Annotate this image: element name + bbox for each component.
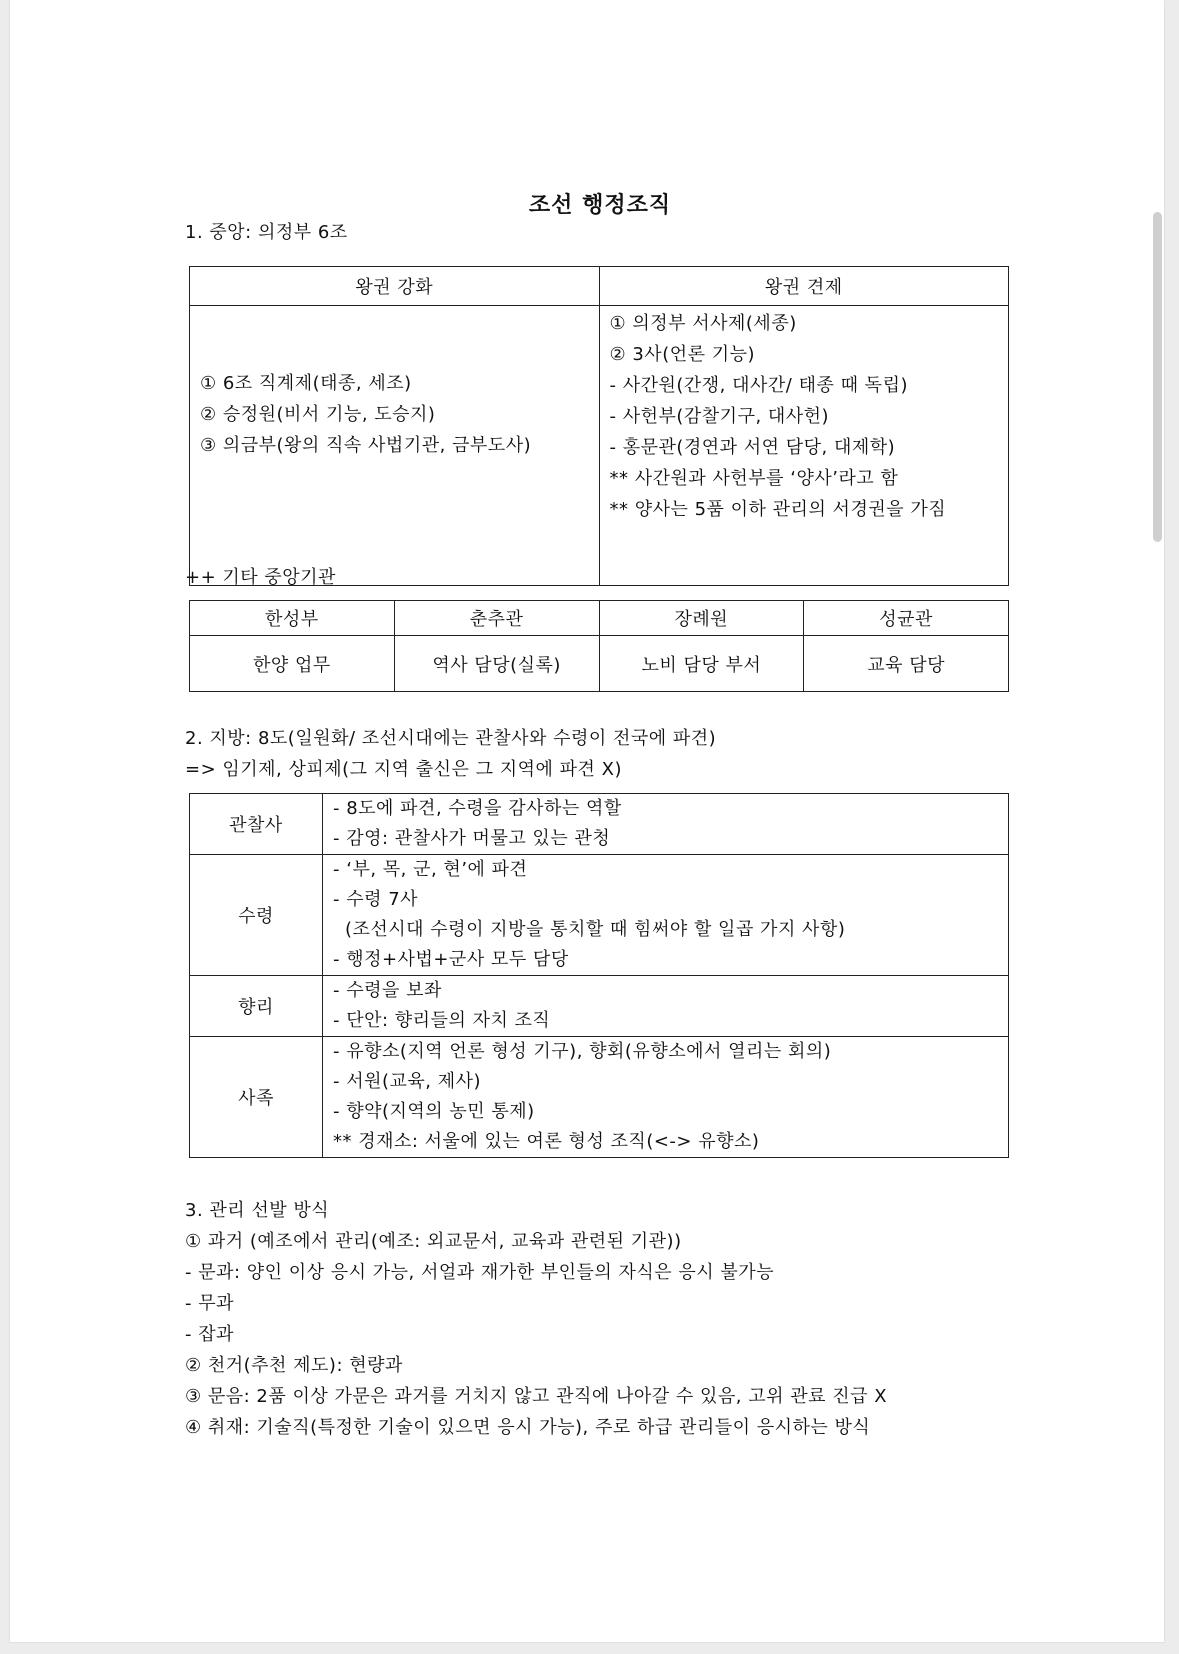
other-agencies-heading: ++ 기타 중앙기관 — [185, 567, 336, 588]
list-item: - 수령을 보좌 — [333, 980, 442, 1001]
list-item: ② 승정원(비서 기능, 도승지) — [200, 404, 436, 425]
list-item: ** 사간원과 사헌부를 ‘양사’라고 함 — [609, 468, 899, 489]
agency-header: 성균관 — [804, 601, 1009, 636]
list-item: - 잡과 — [185, 1324, 234, 1345]
agency-header: 한성부 — [190, 601, 395, 636]
agency-value: 노비 담당 부서 — [599, 636, 804, 692]
agency-value: 한양 업무 — [190, 636, 395, 692]
document-page — [10, 0, 1164, 1642]
row-content — [323, 794, 1009, 855]
row-content — [323, 855, 1009, 976]
scrollbar[interactable] — [1153, 212, 1162, 542]
section2-subheading: => 임기제, 상피제(그 지역 출신은 그 지역에 파견 X) — [185, 759, 623, 780]
agency-header: 춘추관 — [394, 601, 599, 636]
section1-heading: 1. 중앙: 의정부 6조 — [185, 222, 348, 243]
list-item: ① 과거 (예조에서 관리(예조: 외교문서, 교육과 관련된 기관)) — [185, 1231, 682, 1252]
list-item: (조선시대 수령이 지방을 통치할 때 힘써야 할 일곱 가지 사항) — [345, 919, 846, 940]
list-item: ② 3사(언론 기능) — [609, 344, 756, 365]
row-label: 사족 — [190, 1037, 323, 1158]
header-strengthen: 왕권 강화 — [190, 267, 600, 306]
section3-heading: 3. 관리 선발 방식 — [185, 1200, 330, 1221]
list-item: - 8도에 파견, 수령을 감사하는 역할 — [333, 798, 622, 819]
list-item: - 사헌부(감찰기구, 대사헌) — [609, 406, 830, 427]
header-check: 왕권 견제 — [599, 267, 1009, 306]
list-item: ② 천거(추천 제도): 현량과 — [185, 1355, 403, 1376]
list-item: - 수령 7사 — [333, 889, 419, 910]
list-item: - 무과 — [185, 1293, 234, 1314]
list-item: - 단안: 향리들의 자치 조직 — [333, 1010, 551, 1031]
list-item: ** 양사는 5품 이하 관리의 서경권을 가짐 — [609, 499, 947, 520]
list-item: - 사간원(간쟁, 대사간/ 태종 때 독립) — [609, 375, 908, 396]
list-item: - 유향소(지역 언론 형성 기구), 향회(유향소에서 열리는 회의) — [333, 1041, 832, 1062]
central-government-table — [189, 266, 1009, 586]
row-content — [323, 976, 1009, 1037]
list-item: ① 6조 직계제(태종, 세조) — [200, 373, 412, 394]
list-item: - 서원(교육, 제사) — [333, 1071, 482, 1092]
list-item: - 문과: 양인 이상 응시 가능, 서얼과 재가한 부인들의 자식은 응시 불가능 — [185, 1262, 775, 1283]
list-item: - ‘부, 목, 군, 현’에 파견 — [333, 859, 528, 880]
strengthen-cell — [190, 306, 600, 586]
list-item: - 감영: 관찰사가 머물고 있는 관청 — [333, 828, 611, 849]
list-item: - 홍문관(경연과 서연 담당, 대제학) — [609, 437, 896, 458]
local-government-table — [189, 793, 1009, 1158]
list-item: ③ 의금부(왕의 직속 사법기관, 금부도사) — [200, 435, 532, 456]
list-item: ④ 취재: 기술직(특정한 기술이 있으면 응시 가능), 주로 하급 관리들이 응시하는 방식 — [185, 1417, 871, 1438]
list-item: ③ 문음: 2품 이상 가문은 과거를 거치지 않고 관직에 나아갈 수 있음, 고위 관료 진급 X — [185, 1386, 888, 1407]
section2-heading: 2. 지방: 8도(일원화/ 조선시대에는 관찰사와 수령이 전국에 파견) — [185, 728, 717, 749]
check-cell — [599, 306, 1009, 586]
list-item: ① 의정부 서사제(세종) — [609, 313, 797, 334]
list-item: - 행정+사법+군사 모두 담당 — [333, 949, 569, 970]
row-content — [323, 1037, 1009, 1158]
row-label: 수령 — [190, 855, 323, 976]
list-item: - 향약(지역의 농민 통제) — [333, 1101, 535, 1122]
agency-header: 장례원 — [599, 601, 804, 636]
other-agencies-table — [189, 600, 1009, 692]
agency-value: 역사 담당(실록) — [394, 636, 599, 692]
row-label: 향리 — [190, 976, 323, 1037]
list-item: ** 경재소: 서울에 있는 여론 형성 조직(<-> 유향소) — [333, 1131, 760, 1152]
row-label: 관찰사 — [190, 794, 323, 855]
document-title: 조선 행정조직 — [528, 193, 672, 218]
agency-value: 교육 담당 — [804, 636, 1009, 692]
